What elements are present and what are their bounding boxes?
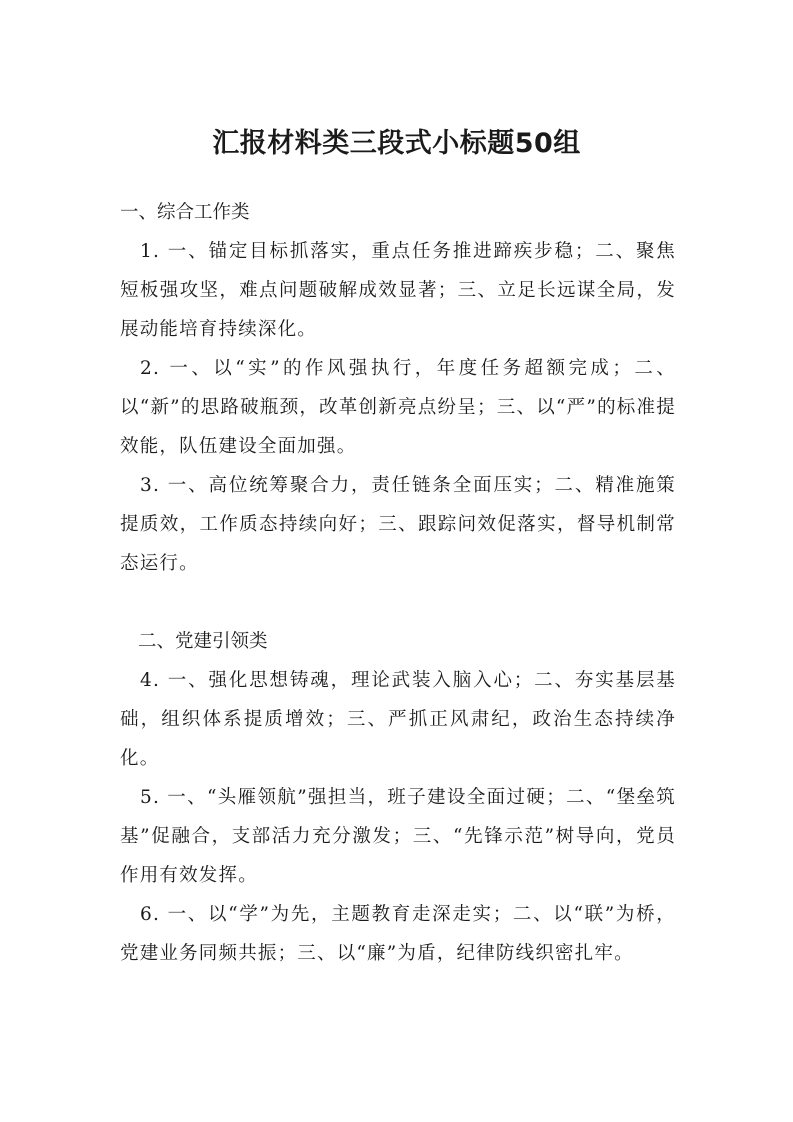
list-item: 6. 一、以“学”为先，主题教育走深走实；二、以“联”为桥，党建业务同频共振；三、以“廉”为盾，纪律防线织密扎牢。 <box>120 904 676 964</box>
list-item: 4. 一、强化思想铸魂，理论武装入脑入心；二、夯实基层基础，组织体系提质增效；三、严抓正风肃纪，政治生态持续净化。 <box>120 670 676 769</box>
document-body <box>120 193 676 973</box>
list-item: 1. 一、锚定目标抓落实，重点任务推进蹄疾步稳；二、聚焦短板强攻坚，难点问题破解成效显著；三、立足长远谋全局，发展动能培育持续深化。 <box>120 241 676 340</box>
section-heading: 二、党建引领类 <box>138 631 268 652</box>
list-item: 2. 一、以“实”的作风强执行，年度任务超额完成；二、以“新”的思路破瓶颈，改革创新亮点纷呈；三、以“严”的标准提效能，队伍建设全面加强。 <box>120 358 676 457</box>
section-heading: 一、综合工作类 <box>120 202 250 223</box>
section-comprehensive-work <box>120 193 676 583</box>
list-item: 3. 一、高位统筹聚合力，责任链条全面压实；二、精准施策提质效，工作质态持续向好；三、跟踪问效促落实，督导机制常态运行。 <box>120 475 676 574</box>
section-party-building <box>120 622 676 973</box>
document-title: 汇报材料类三段式小标题50组 <box>212 128 581 159</box>
section-spacer <box>120 583 676 622</box>
list-item: 5. 一、“头雁领航”强担当，班子建设全面过硬；二、“堡垒筑基”促融合，支部活力充分激发；三、“先锋示范”树导向，党员作用有效发挥。 <box>120 787 676 886</box>
